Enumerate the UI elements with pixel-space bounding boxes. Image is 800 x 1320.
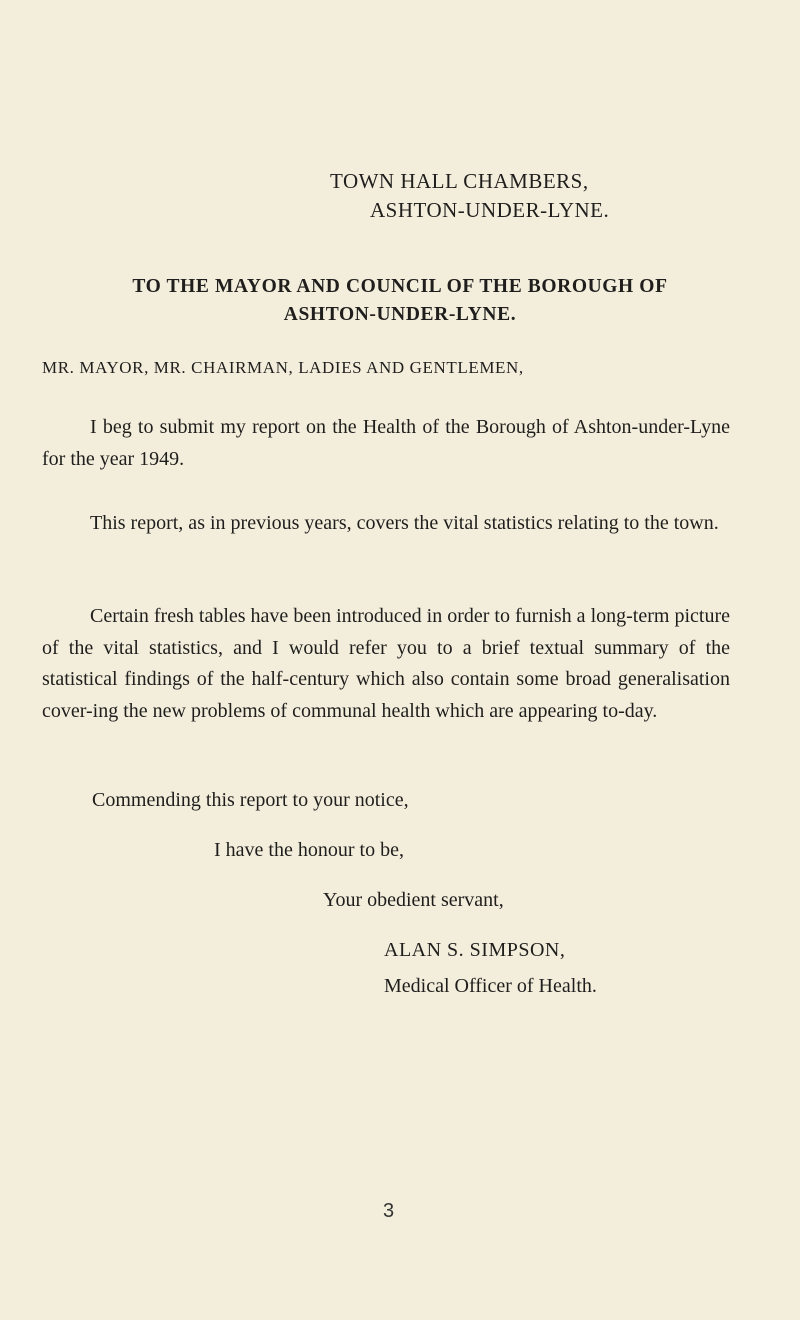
signatory-name: ALAN S. SIMPSON,	[384, 939, 566, 961]
paragraph-2: This report, as in previous years, covers the vital statistics relating to the town.	[90, 512, 719, 534]
page-number: 3	[383, 1200, 395, 1222]
paragraph-3: Certain fresh tables have been introduced in order to furnish a long-term picture of the vital statistics, and I would refer you to a brief textual summary of the statistical findings of the half-century which also contain some broad generalisation cover-ing the new problems of communal health which are appearing to-day.	[42, 605, 730, 722]
heading-line-1: TO THE MAYOR AND COUNCIL OF THE BOROUGH OF	[132, 276, 668, 297]
closing-line-2: I have the honour to be,	[214, 839, 404, 861]
address-line-2: ASHTON-UNDER-LYNE.	[370, 198, 610, 222]
salutation: MR. MAYOR, MR. CHAIRMAN, LADIES AND GENTLEMEN,	[42, 358, 524, 377]
closing-line-1: Commending this report to your notice,	[92, 789, 409, 811]
heading-line-2: ASHTON-UNDER-LYNE.	[283, 304, 517, 325]
paragraph-1: I beg to submit my report on the Health of the Borough of Ashton-under-Lyne for the year 1949.	[42, 416, 730, 470]
closing-line-3: Your obedient servant,	[323, 889, 504, 911]
signatory-title: Medical Officer of Health.	[384, 975, 597, 997]
address-line-1: TOWN HALL CHAMBERS,	[330, 169, 589, 193]
